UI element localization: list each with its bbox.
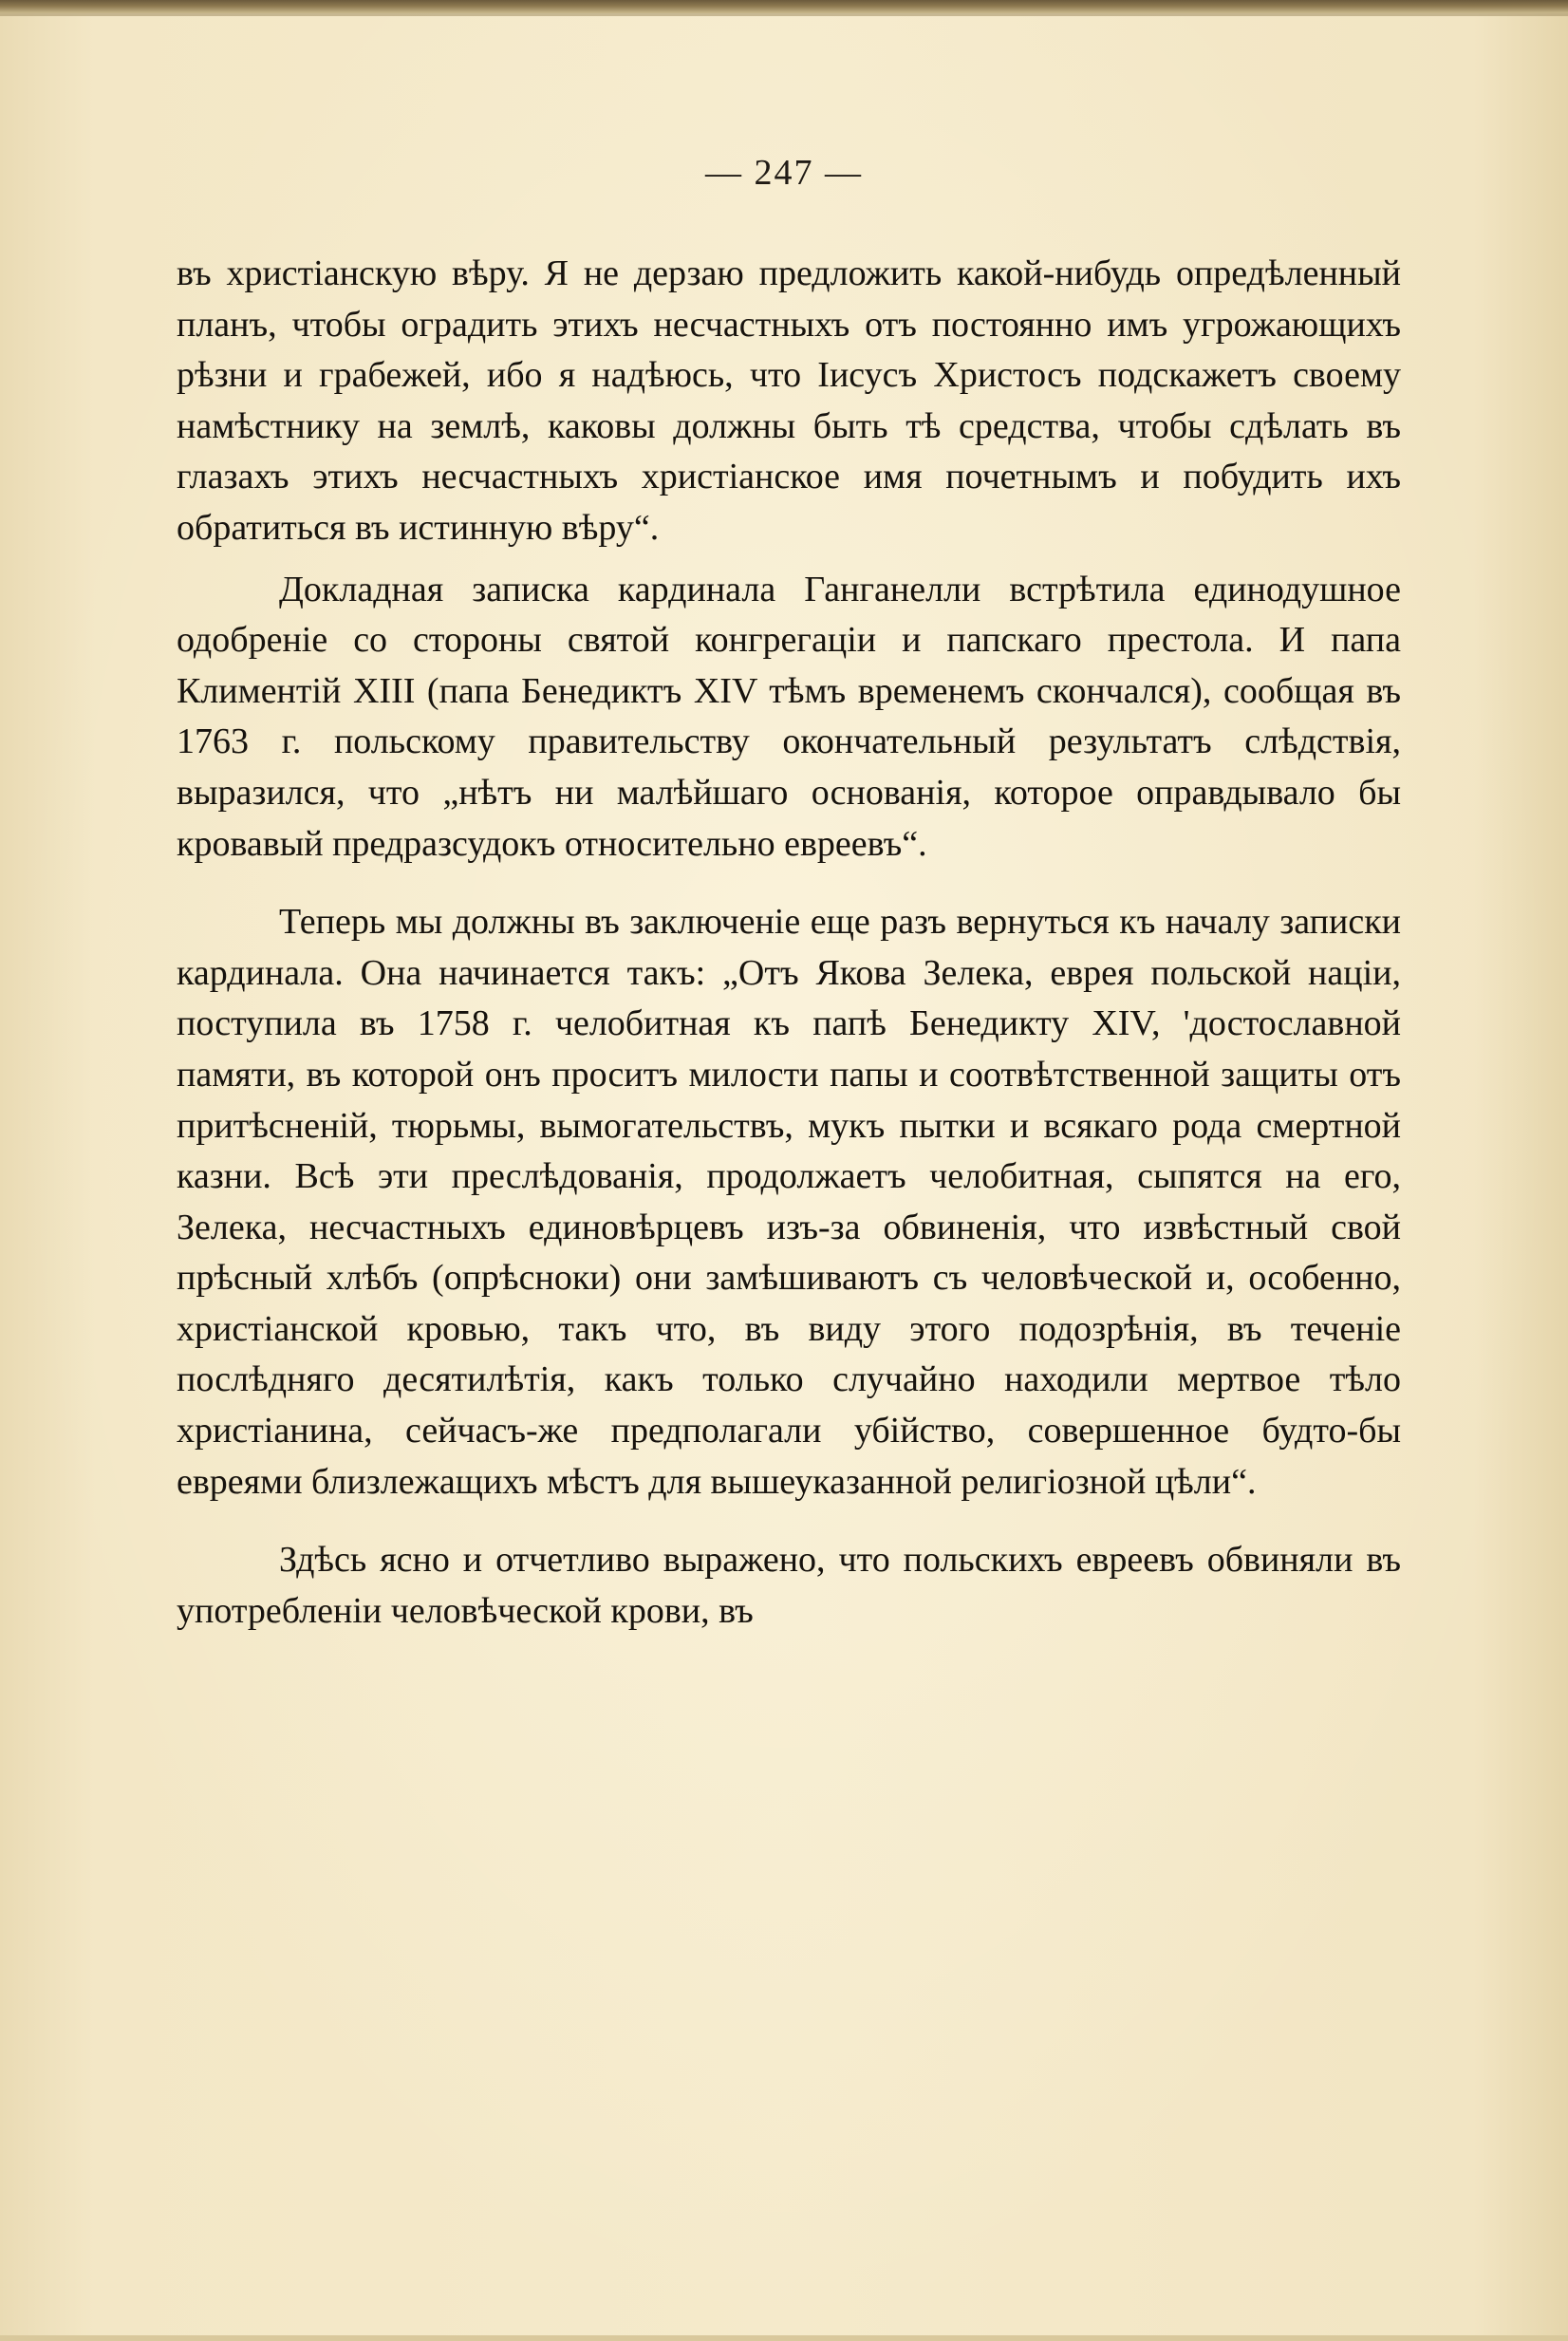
page-number: — 247 — (705, 153, 863, 193)
bottom-border (0, 2335, 1568, 2341)
paragraph-continuation: въ христіанскую вѣру. Я не дерзаю предложить какой-нибудь опредѣленный планъ, чтобы оградить этихъ несчастныхъ отъ постоянно имъ угрожающихъ рѣзни и грабежей, ибо я надѣюсь, что Іисусъ Христосъ подскажетъ своему намѣстнику на землѣ, каковы должны быть тѣ средства, чтобы сдѣлать въ глазахъ этихъ несчастныхъ христіанское имя почетнымъ и побудить ихъ обратиться въ истинную вѣру“. (177, 253, 1401, 548)
paragraph-conclusion: Здѣсь ясно и отчетливо выражено, что польскихъ евреевъ обвиняли въ употребленіи человѣческой крови, въ (177, 1540, 1401, 1631)
top-border-line (0, 13, 1568, 16)
paragraph-petition: Теперь мы должны въ заключеніе еще разъ вернуться къ началу записки кардинала. Она начинается такъ: „Отъ Якова Зелека, еврея польской націи, поступила въ 1758 г. челобитная къ папѣ Бенедикту XIV, 'достославной памяти, въ которой онъ проситъ милости папы и соотвѣтственной защиты отъ притѣсненій, тюрьмы, вымогательствъ, мукъ пытки и всякаго рода смертной казни. Всѣ эти преслѣдованія, продолжаетъ челобитная, сыпятся на его, Зелека, несчастныхъ единовѣрцевъ изъ-за обвиненія, что извѣстный свой прѣсный хлѣбъ (опрѣсноки) они замѣшиваютъ съ человѣческой и, особенно, христіанской кровью, такъ что, въ виду этого подозрѣнія, въ теченіе послѣдняго десятилѣтія, какъ только случайно находили мертвое тѣло христіанина, сейчасъ-же предполагали убійство, совершенное будто-бы евреями близлежащихъ мѣстъ для вышеуказанной религіозной цѣли“. (177, 902, 1401, 1502)
body-text (177, 249, 1401, 1637)
paragraph-report: Докладная записка кардинала Ганганелли встрѣтила единодушное одобреніе со стороны святой конгрегаціи и папскаго престола. И папа Климентій XIII (папа Бенедиктъ XIV тѣмъ временемъ скончался), сообщая въ 1763 г. польскому правительству окончательный результатъ слѣдствія, выразился, что „нѣтъ ни малѣйшаго основанія, которое оправдывало бы кровавый предразсудокъ относительно евреевъ“. (177, 569, 1401, 864)
top-border (0, 0, 1568, 13)
